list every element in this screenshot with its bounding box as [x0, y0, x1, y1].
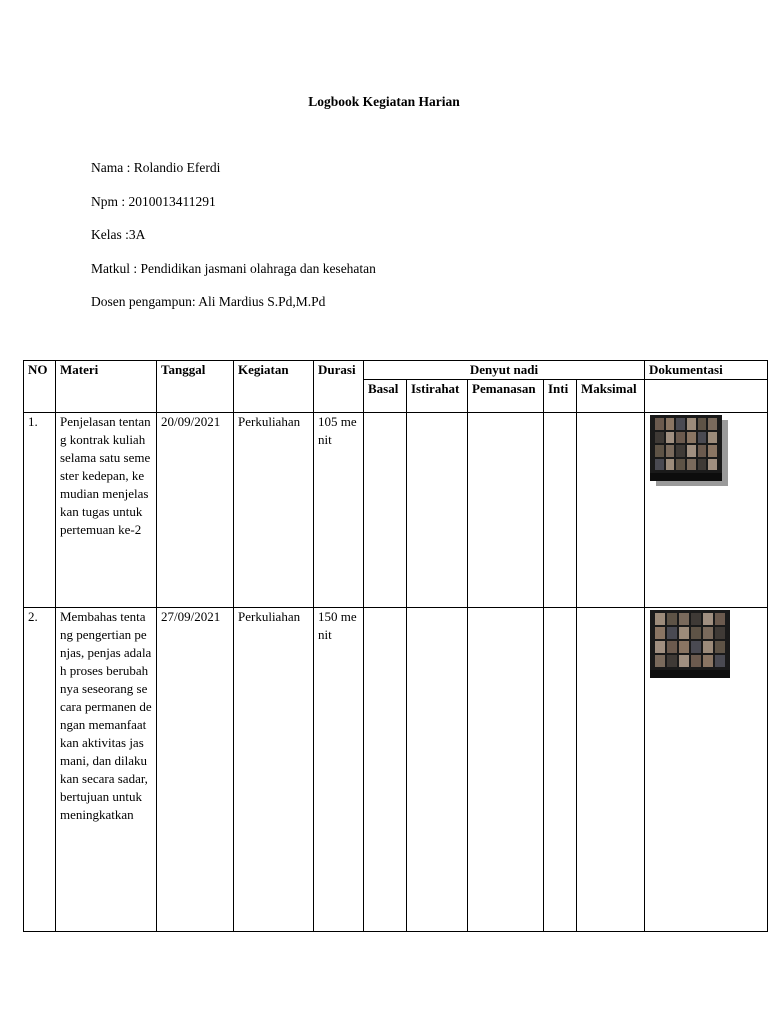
participant-tile [691, 655, 701, 667]
cell-kegiatan: Perkuliahan [234, 413, 314, 608]
participant-tile [676, 432, 685, 444]
cell-istirahat [407, 413, 468, 608]
cell-dokumentasi [645, 608, 768, 932]
table-row [24, 413, 768, 608]
participant-tile [703, 655, 713, 667]
cell-pemanasan [468, 413, 544, 608]
participant-tile [666, 445, 675, 457]
header-istirahat: Istirahat [407, 380, 468, 413]
header-dokumentasi: Dokumentasi [645, 361, 768, 380]
participant-tile [655, 445, 664, 457]
table-header-row [24, 361, 768, 380]
cell-basal [364, 608, 407, 932]
participant-tile [666, 418, 675, 430]
participant-tile [708, 418, 717, 430]
participant-tile [708, 459, 717, 471]
header-dokumentasi-sub [645, 380, 768, 413]
header-maksimal: Maksimal [577, 380, 645, 413]
participant-tile [655, 418, 664, 430]
participant-tile [655, 655, 665, 667]
participant-tile [715, 613, 725, 625]
participant-tile [691, 627, 701, 639]
header-no: NO [24, 361, 56, 413]
participant-tile [679, 627, 689, 639]
participant-tile [703, 641, 713, 653]
logbook-table [23, 360, 768, 932]
participant-tile [691, 641, 701, 653]
participant-tile [655, 613, 665, 625]
participant-tile [698, 459, 707, 471]
participant-tile [676, 418, 685, 430]
info-npm: Npm : 2010013411291 [91, 194, 216, 209]
cell-durasi: 105 menit [314, 413, 364, 608]
cell-dokumentasi [645, 413, 768, 608]
video-call-screenshot-icon [650, 610, 730, 678]
participant-tile [687, 445, 696, 457]
participant-tile [687, 418, 696, 430]
cell-basal [364, 413, 407, 608]
participant-tile [698, 432, 707, 444]
participant-tile [715, 641, 725, 653]
cell-kegiatan: Perkuliahan [234, 608, 314, 932]
participant-tile [667, 641, 677, 653]
document-title: Logbook Kegiatan Harian [308, 94, 460, 109]
participant-tile [667, 655, 677, 667]
info-nama: Nama : Rolandio Eferdi [91, 160, 221, 175]
table-row [24, 608, 768, 932]
participant-tile [698, 445, 707, 457]
participant-tile [679, 655, 689, 667]
cell-no: 2. [24, 608, 56, 932]
participant-tile [655, 432, 664, 444]
participant-tile [703, 613, 713, 625]
header-denyut-nadi: Denyut nadi [364, 361, 645, 380]
participant-tile [666, 459, 675, 471]
participant-tile [679, 641, 689, 653]
cell-inti [544, 413, 577, 608]
cell-durasi: 150 menit [314, 608, 364, 932]
info-kelas: Kelas :3A [91, 227, 146, 242]
cell-materi: Membahas tentang pengertian penjas, penjas adalah proses berubahnya seseorang secara permanen dengan memanfaatkan aktivitas jasmani, dan dilakukan secara sadar, bertujuan untuk meningkatkan [56, 608, 157, 932]
header-inti: Inti [544, 380, 577, 413]
participant-tile [667, 613, 677, 625]
cell-istirahat [407, 608, 468, 932]
participant-tile [655, 641, 665, 653]
cell-no: 1. [24, 413, 56, 608]
header-durasi: Durasi [314, 361, 364, 413]
participant-tile [698, 418, 707, 430]
cell-maksimal [577, 413, 645, 608]
participant-tile [687, 432, 696, 444]
info-dosen: Dosen pengampun: Ali Mardius S.Pd,M.Pd [91, 294, 326, 309]
participant-tile [666, 432, 675, 444]
participant-tile [703, 627, 713, 639]
video-call-screenshot-icon [650, 415, 722, 481]
participant-tile [691, 613, 701, 625]
participant-tile [687, 459, 696, 471]
cell-pemanasan [468, 608, 544, 932]
participant-tile [655, 627, 665, 639]
header-pemanasan: Pemanasan [468, 380, 544, 413]
participant-tile [655, 459, 664, 471]
header-basal: Basal [364, 380, 407, 413]
header-kegiatan: Kegiatan [234, 361, 314, 413]
cell-inti [544, 608, 577, 932]
participant-tile [679, 613, 689, 625]
cell-materi: Penjelasan tentang kontrak kuliah selama satu semester kedepan, kemudian menjelaskan tugas untuk pertemuan ke-2 [56, 413, 157, 608]
participant-tile [676, 445, 685, 457]
cell-tanggal: 20/09/2021 [157, 413, 234, 608]
participant-tile [676, 459, 685, 471]
participant-tile [715, 627, 725, 639]
participant-tile [708, 432, 717, 444]
cell-tanggal: 27/09/2021 [157, 608, 234, 932]
info-matkul: Matkul : Pendidikan jasmani olahraga dan kesehatan [91, 261, 376, 276]
participant-tile [667, 627, 677, 639]
participant-tile [708, 445, 717, 457]
cell-maksimal [577, 608, 645, 932]
header-tanggal: Tanggal [157, 361, 234, 413]
participant-tile [715, 655, 725, 667]
header-materi: Materi [56, 361, 157, 413]
